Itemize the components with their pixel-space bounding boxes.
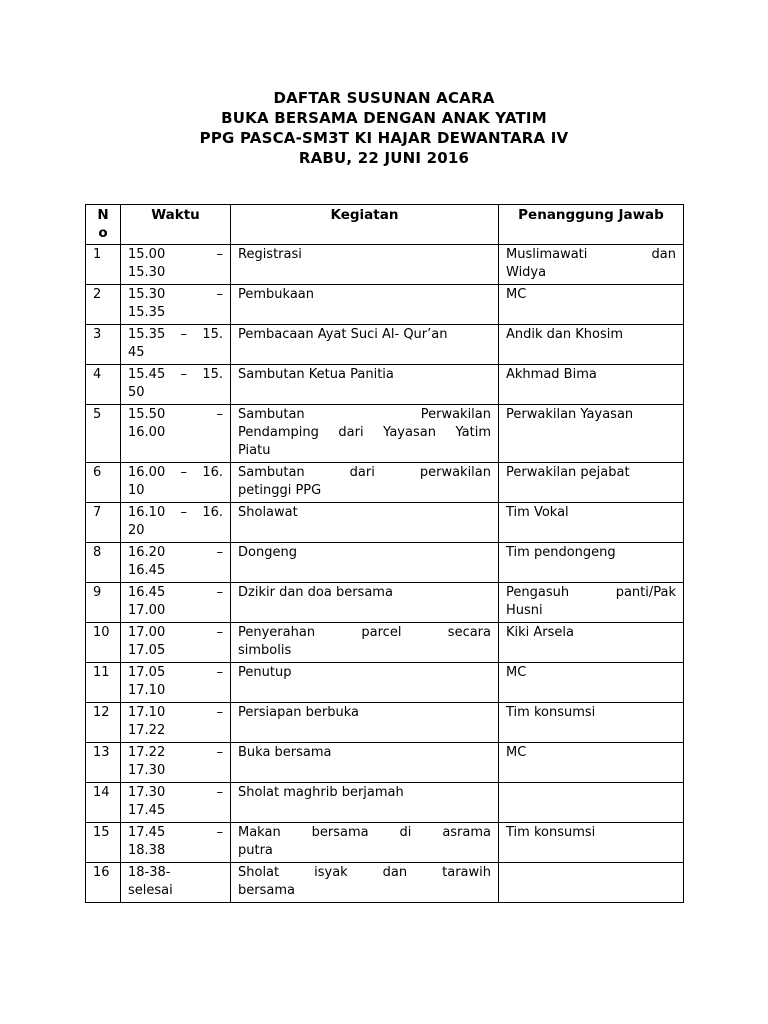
header-kegiatan: Kegiatan	[231, 205, 499, 245]
title-line-2: BUKA BERSAMA DENGAN ANAK YATIM	[221, 109, 547, 127]
person-in-charge-cell: Tim konsumsi	[499, 703, 684, 743]
row-number-cell: 11	[86, 663, 121, 703]
row-number-cell: 2	[86, 285, 121, 325]
person-in-charge-cell	[499, 783, 684, 823]
activity-cell: Dzikir dan doa bersama	[231, 583, 499, 623]
activity-cell: Dongeng	[231, 543, 499, 583]
time-cell: 15.00 – 15.30	[121, 245, 231, 285]
activity-cell: Registrasi	[231, 245, 499, 285]
table-row	[86, 783, 684, 823]
table-row	[86, 823, 684, 863]
time-cell: 15.30 – 15.35	[121, 285, 231, 325]
time-cell: 17.30 – 17.45	[121, 783, 231, 823]
table-row	[86, 623, 684, 663]
table-row	[86, 463, 684, 503]
time-cell: 16.00 – 16. 10	[121, 463, 231, 503]
row-number-cell: 15	[86, 823, 121, 863]
activity-cell: Sambutan Perwakilan Pendamping dari Yayasan Yatim Piatu	[231, 405, 499, 463]
person-in-charge-cell: MC	[499, 285, 684, 325]
activity-cell: Pembukaan	[231, 285, 499, 325]
table-row	[86, 365, 684, 405]
row-number-cell: 12	[86, 703, 121, 743]
activity-cell: Pembacaan Ayat Suci Al- Qur’an	[231, 325, 499, 365]
title-line-4: RABU, 22 JUNI 2016	[298, 149, 470, 167]
time-cell: 16.10 – 16. 20	[121, 503, 231, 543]
person-in-charge-cell: Perwakilan Yayasan	[499, 405, 684, 463]
table-header-row	[86, 205, 684, 245]
activity-cell: Sholawat	[231, 503, 499, 543]
row-number-cell: 7	[86, 503, 121, 543]
time-cell: 17.00 – 17.05	[121, 623, 231, 663]
time-cell: 15.50 – 16.00	[121, 405, 231, 463]
header-no: N o	[86, 205, 121, 245]
table-row	[86, 583, 684, 623]
person-in-charge-cell: Tim pendongeng	[499, 543, 684, 583]
time-cell: 15.45 – 15. 50	[121, 365, 231, 405]
header-penanggung-jawab: Penanggung Jawab	[499, 205, 684, 245]
person-in-charge-cell: Muslimawati dan Widya	[499, 245, 684, 285]
person-in-charge-cell: MC	[499, 663, 684, 703]
row-number-cell: 8	[86, 543, 121, 583]
activity-cell: Penyerahan parcel secara simbolis	[231, 623, 499, 663]
row-number-cell: 3	[86, 325, 121, 365]
table-row	[86, 245, 684, 285]
table-row	[86, 743, 684, 783]
person-in-charge-cell: Andik dan Khosim	[499, 325, 684, 365]
person-in-charge-cell: Kiki Arsela	[499, 623, 684, 663]
time-cell: 17.10 – 17.22	[121, 703, 231, 743]
person-in-charge-cell: Akhmad Bima	[499, 365, 684, 405]
table-row	[86, 325, 684, 365]
table-row	[86, 503, 684, 543]
time-cell: 17.22 – 17.30	[121, 743, 231, 783]
row-number-cell: 14	[86, 783, 121, 823]
time-cell: 15.35 – 15. 45	[121, 325, 231, 365]
person-in-charge-cell	[499, 863, 684, 903]
row-number-cell: 9	[86, 583, 121, 623]
title-line-1: DAFTAR SUSUNAN ACARA	[273, 89, 495, 107]
time-cell: 18-38- selesai	[121, 863, 231, 903]
person-in-charge-cell: Perwakilan pejabat	[499, 463, 684, 503]
schedule-table	[85, 204, 684, 903]
table-row	[86, 863, 684, 903]
row-number-cell: 1	[86, 245, 121, 285]
row-number-cell: 4	[86, 365, 121, 405]
table-row	[86, 663, 684, 703]
person-in-charge-cell: MC	[499, 743, 684, 783]
person-in-charge-cell: Tim konsumsi	[499, 823, 684, 863]
person-in-charge-cell: Pengasuh panti/Pak Husni	[499, 583, 684, 623]
row-number-cell: 6	[86, 463, 121, 503]
activity-cell: Makan bersama di asrama putra	[231, 823, 499, 863]
time-cell: 16.45 – 17.00	[121, 583, 231, 623]
document-page	[0, 88, 768, 1024]
row-number-cell: 5	[86, 405, 121, 463]
activity-cell: Penutup	[231, 663, 499, 703]
activity-cell: Sambutan Ketua Panitia	[231, 365, 499, 405]
time-cell: 16.20 – 16.45	[121, 543, 231, 583]
activity-cell: Sholat isyak dan tarawih bersama	[231, 863, 499, 903]
activity-cell: Persiapan berbuka	[231, 703, 499, 743]
table-row	[86, 543, 684, 583]
activity-cell: Buka bersama	[231, 743, 499, 783]
row-number-cell: 10	[86, 623, 121, 663]
document-title	[0, 88, 768, 168]
person-in-charge-cell: Tim Vokal	[499, 503, 684, 543]
activity-cell: Sholat maghrib berjamah	[231, 783, 499, 823]
title-line-3: PPG PASCA-SM3T KI HAJAR DEWANTARA IV	[199, 129, 569, 147]
time-cell: 17.05 – 17.10	[121, 663, 231, 703]
table-row	[86, 703, 684, 743]
activity-cell: Sambutan dari perwakilan petinggi PPG	[231, 463, 499, 503]
table-row	[86, 405, 684, 463]
header-waktu: Waktu	[121, 205, 231, 245]
row-number-cell: 16	[86, 863, 121, 903]
table-row	[86, 285, 684, 325]
row-number-cell: 13	[86, 743, 121, 783]
time-cell: 17.45 – 18.38	[121, 823, 231, 863]
